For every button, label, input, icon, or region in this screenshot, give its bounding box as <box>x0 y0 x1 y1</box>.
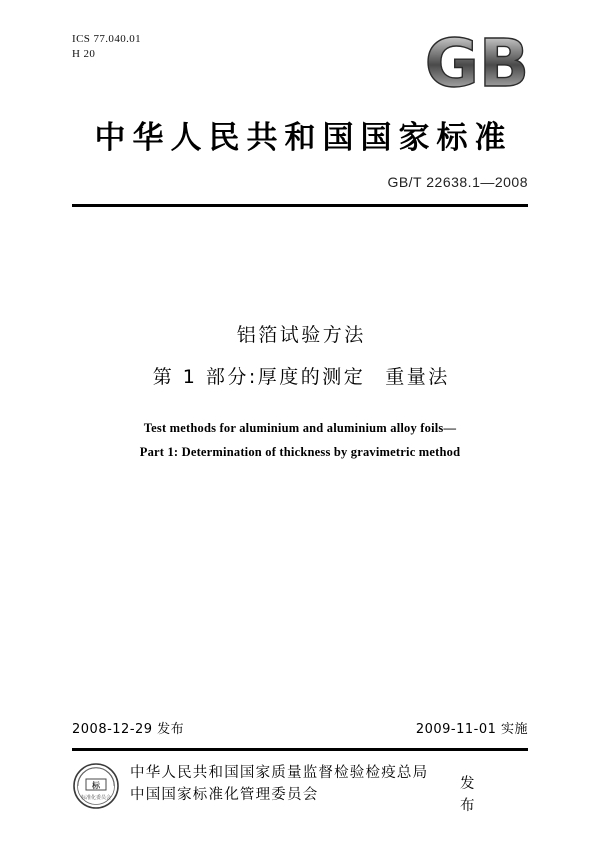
issue-date: 2008-12-29 发布 <box>72 722 185 737</box>
document-title-en-line1: Test methods for aluminium and aluminium alloy foils— <box>143 421 457 435</box>
ics-code: ICS 77.040.01 <box>72 33 142 45</box>
divider-top <box>72 204 528 207</box>
implementation-date: 2009-11-01 实施 <box>415 722 528 737</box>
document-title-cn <box>0 318 600 394</box>
document-title-en <box>0 416 600 464</box>
document-title-cn-line1: 铝箔试验方法 <box>236 324 366 346</box>
issuer-line-2: 中国国家标准化管理委员会 <box>130 787 319 803</box>
standard-number: GB/T 22638.1—2008 <box>387 174 528 190</box>
official-seal-icon <box>72 762 120 810</box>
document-title-cn-line2 <box>0 360 600 394</box>
classification-block <box>72 32 141 62</box>
date-row <box>72 718 528 737</box>
publish-label: 发 布 <box>460 776 476 814</box>
issuer-block <box>130 762 476 814</box>
document-title-cn-part: 第 1 部分:厚度的测定 <box>152 366 366 388</box>
document-title-cn-method: 重量法 <box>385 366 450 388</box>
svg-text:标: 标 <box>92 781 100 790</box>
svg-text:标准化委员会: 标准化委员会 <box>80 795 112 801</box>
ccs-code: H 20 <box>72 48 96 60</box>
svg-text:GB: GB <box>424 30 530 96</box>
page-title: 中华人民共和国国家标准 <box>94 120 513 156</box>
issuer-line-1: 中华人民共和国国家质量监督检验检疫总局 <box>130 765 429 781</box>
gb-logo-icon <box>422 30 532 96</box>
divider-bottom <box>72 748 528 751</box>
document-title-en-line2: Part 1: Determination of thickness by gravimetric method <box>139 445 461 459</box>
